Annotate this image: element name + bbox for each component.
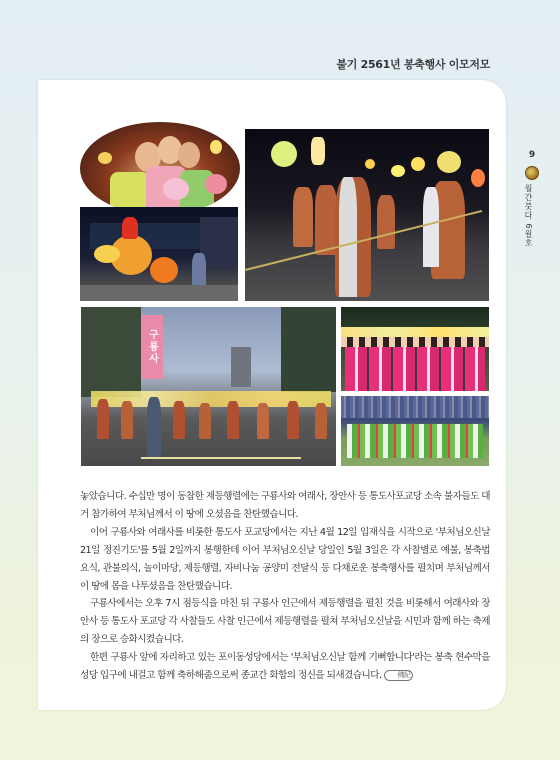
running-header: [0, 46, 560, 80]
article-paragraph: 구룡사에서는 오후 7시 점등식을 마친 뒤 구룡사 인근에서 제등행렬을 펼친 것을 비롯해서 여래사와 장안사 등 통도사 포교당 각 사찰들도 사찰 인근에서 제등행렬을 펼쳐 부처님오신날을 시민과 함께 하는 축제의 장으로 승화시켰습니다.: [80, 598, 490, 646]
end-mark-icon: 佛紀: [384, 670, 413, 681]
article-paragraph: 놓았습니다. 수십만 명이 동참한 제등행렬에는 구룡사와 여래사, 장안사 등 통도사포교당 소속 불자들도 대거 참가하여 부처님께서 이 땅에 오셨음을 찬탄했습니다.: [80, 491, 490, 520]
header-title: 불기 2561년 봉축행사 이모저모: [336, 58, 490, 71]
photo-rooster-lantern: [80, 207, 238, 301]
photo-monks-parade: [245, 129, 489, 301]
magazine-issue-label: 월간붓다 6월호: [524, 184, 533, 248]
photo-street-parade: [81, 307, 336, 466]
banner-text: 구룡사: [146, 329, 158, 365]
article-paragraph: 이어 구룡사와 여래사를 비롯한 통도사 포교당에서는 지난 4월 12일 입재식을 시작으로 '부처님오신날 21일 정진기도'를 5월 2일까지 봉행한데 이어 부처님오신날 당일인 5월 3일은 각 사찰별로 예불, 봉축법요식, 관불의식, 놀이마당, 제등행렬, 자비나눔 공양미 전달식 등 다채로운 봉축행사를 펼치며 부처님께서 이 땅에 몸을 나투셨음을 찬탄했습니다.: [80, 526, 490, 592]
article-body: [80, 488, 490, 685]
photo-hanbok-dancers: [341, 307, 489, 391]
side-tab: [522, 150, 542, 248]
photo-stadium-dancers: [341, 396, 489, 466]
magazine-logo-icon: [525, 166, 539, 180]
page-number: 9: [528, 150, 536, 160]
article-paragraph-text: 한편 구룡사 앞에 자리하고 있는 포이동성당에서는 '부처님오신날 함께 기뻐합니다'라는 봉축 현수막을 성당 입구에 내걸고 함께 축하해줌으로써 종교간 화합의 정신을 되새겼습니다.: [80, 652, 490, 682]
temple-banner: [141, 315, 163, 379]
article-paragraph-last: [80, 649, 490, 685]
photo-children-hanbok: [80, 122, 240, 215]
